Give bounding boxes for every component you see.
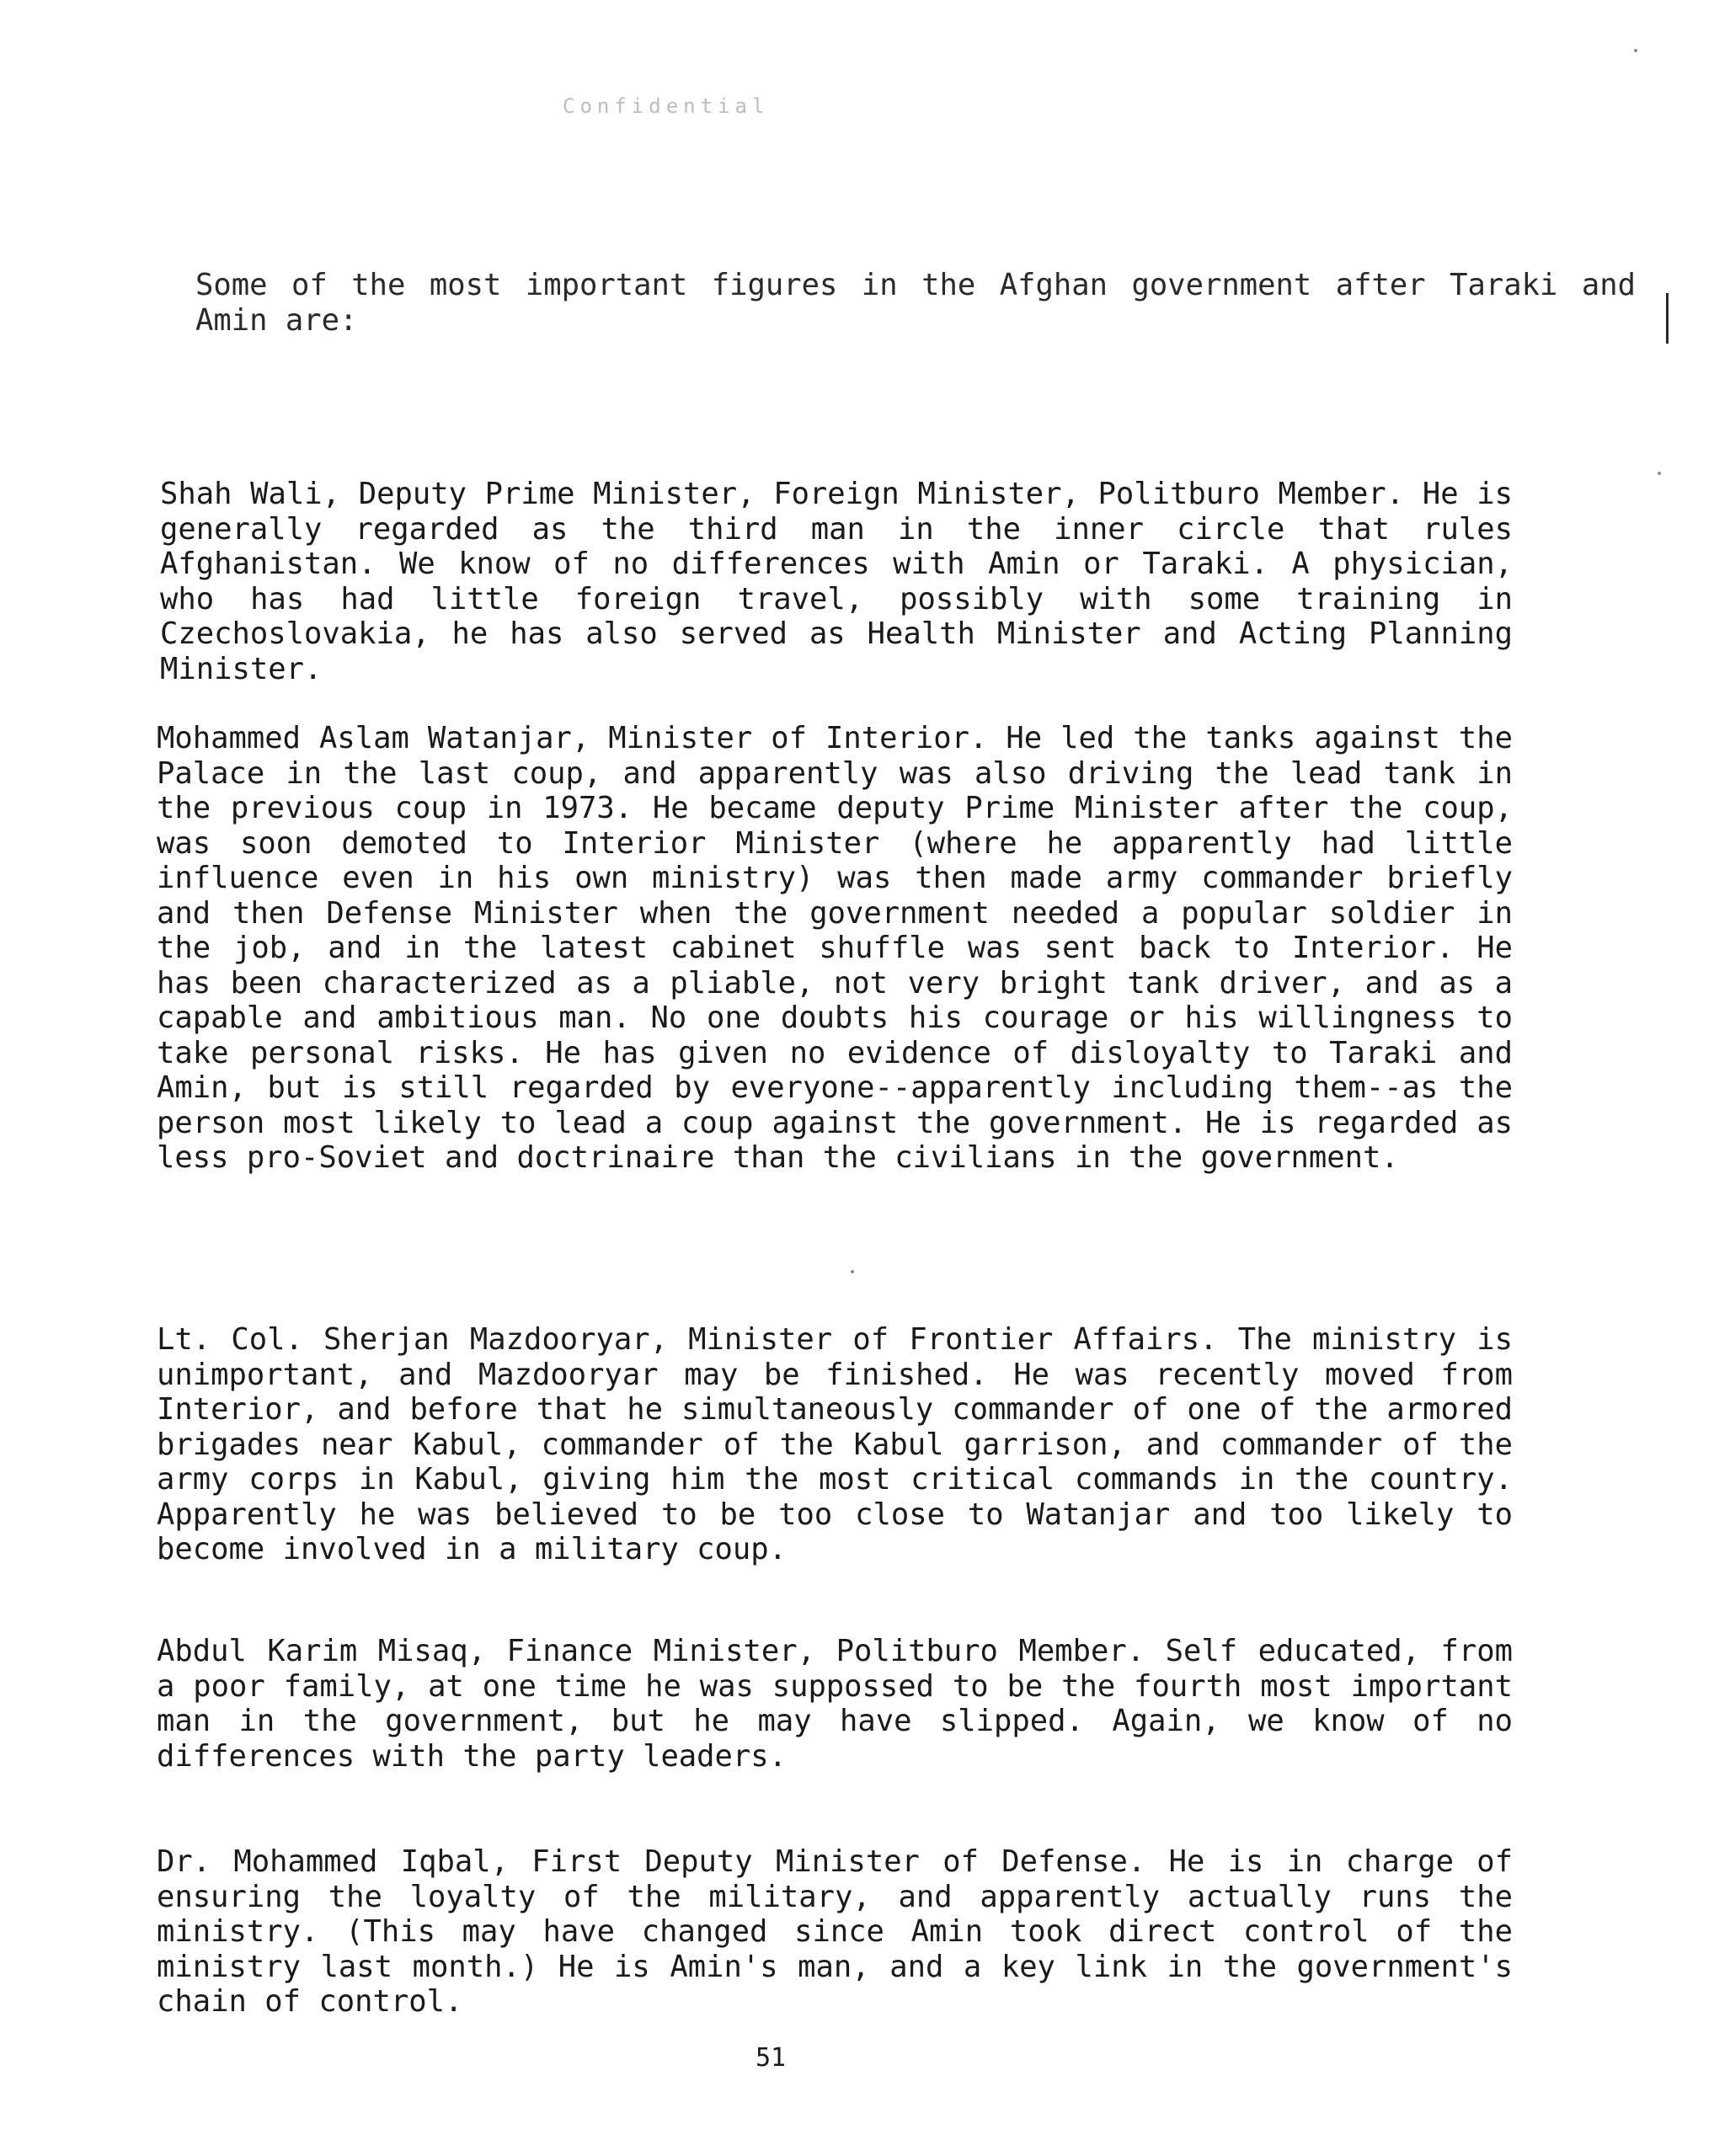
page-number: 51 (755, 2043, 787, 2073)
margin-mark (1666, 293, 1669, 344)
classification-header: Confidential (563, 94, 770, 118)
paragraph-mazdooryar: Lt. Col. Sherjan Mazdooryar, Minister of Frontier Affairs. The ministry is unimportant, and Mazdooryar may be finished. He was recently moved from Interior, and before that he simultaneously commander of one of the armored brigades near Kabul, commander of the Kabul garrison, and commander of the army corps in Kabul, giving him the most critical commands in the country. Apparently he was believed to be too close to Watanjar and too likely to become involved in a military coup. (157, 1322, 1513, 1566)
scan-speck (851, 1270, 854, 1273)
paragraph-misaq: Abdul Karim Misaq, Finance Minister, Politburo Member. Self educated, from a poor family, at one time he was suppossed to be the fourth most important man in the government, but he may have slipped. Again, we know of no differences with the party leaders. (157, 1634, 1513, 1774)
paragraph-iqbal: Dr. Mohammed Iqbal, First Deputy Minister of Defense. He is in charge of ensuring the loyalty of the military, and apparently actually runs the ministry. (This may have changed since Amin took direct control of the ministry last month.) He is Amin's man, and a key link in the government's chain of control. (157, 1844, 1513, 2019)
paragraph-shah-wali: Shah Wali, Deputy Prime Minister, Foreign Minister, Politburo Member. He is generally regarded as the third man in the inner circle that rules Afghanistan. We know of no differences with Amin or Taraki. A physician, who has had little foreign travel, possibly with some training in Czechoslovakia, he has also served as Health Minister and Acting Planning Minister. (160, 477, 1513, 686)
intro-paragraph: Some of the most important figures in the Afghan government after Taraki and Amin are: (195, 268, 1636, 338)
paragraph-watanjar: Mohammed Aslam Watanjar, Minister of Interior. He led the tanks against the Palace in the last coup, and apparently was also driving the lead tank in the previous coup in 1973. He became deputy Prime Minister after the coup, was soon demoted to Interior Minister (where he apparently had little influence even in his own ministry) was then made army commander briefly and then Defense Minister when the government needed a popular soldier in the job, and in the latest cabinet shuffle was sent back to Interior. He has been characterized as a pliable, not very bright tank driver, and as a capable and ambitious man. No one doubts his courage or his willingness to take personal risks. He has given no evidence of disloyalty to Taraki and Amin, but is still regarded by everyone--apparently including them--as the person most likely to lead a coup against the government. He is regarded as less pro-Soviet and doctrinaire than the civilians in the government. (157, 721, 1513, 1175)
scan-speck (1634, 49, 1637, 52)
scan-speck (1658, 472, 1661, 475)
